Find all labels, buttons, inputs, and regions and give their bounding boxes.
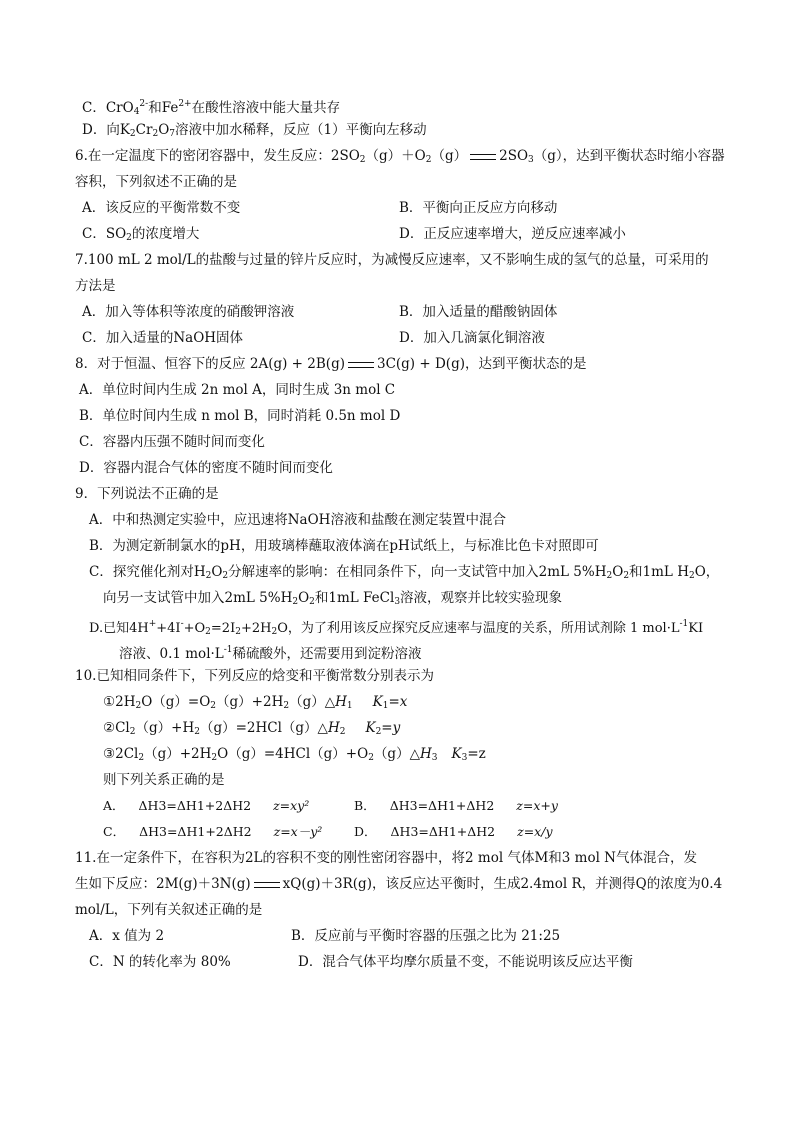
q11-option-d: D．混合气体平均摩尔质量不变，不能说明该反应达平衡: [298, 954, 633, 970]
q10-reaction-3: $③2Cl_2(g)+2H_2O(g)=4HCl(g)+O_2(g)\triangle H_3$ $K_3=z$: [103, 746, 486, 763]
q7-stem-cont: 方法是: [75, 278, 116, 294]
q6-option-a: A．该反应的平衡常数不变: [82, 200, 241, 216]
q9-option-d-cont: 溶液、0.1 $mol\cdot L^{-1}$稀硫酸外，还需要用到淀粉溶液: [119, 645, 422, 662]
q5-option-d: D．向$K_2Cr_2O_7$溶液中加水稀释，反应（1）平衡向左移动: [82, 122, 427, 139]
q10-ask: 则下列关系正确的是: [103, 772, 225, 788]
q9-option-c-cont: 向另一支试管中加入2mL $5\%H_2O_2$和1mL FeCl$_3$溶液，观察并比较实验现象: [103, 590, 563, 607]
q11-stem: 11.在一定条件下，在容积为2L的容积不变的刚性密闭容器中，将2 mol 气体M和3 mol N气体混合，发: [75, 850, 697, 866]
q10-option-a: A． ΔH3=ΔH1+2ΔH2 z=xy²: [103, 798, 310, 813]
q6-option-d: D．正反应速率增大，逆反应速率减小: [399, 226, 626, 242]
q9-stem: 9．下列说法不正确的是: [75, 486, 219, 502]
q11-option-b: B．反应前与平衡时容器的压强之比为 21:25: [291, 928, 561, 944]
q5-option-c: C．CrO$_4^{2-}$和$Fe^{2+}$在酸性溶液中能大量共存: [82, 99, 341, 117]
q10-reaction-2: $②Cl_2(g)+H_2(g)=2HCl(g)\triangle H_2$ $K_2=y$: [103, 720, 401, 737]
q11-stem-cont-2: mol/L，下列有关叙述正确的是: [75, 902, 263, 918]
q10-option-c: C． ΔH3=ΔH1+2ΔH2 z=x－y²: [103, 824, 323, 839]
q6-option-c: C．$SO_2$的浓度增大: [82, 226, 200, 243]
q7-option-c: C．加入适量的NaOH固体: [82, 330, 244, 346]
q11-stem-cont: 生如下反应：2M(g)＋3N(g) xQ(g)＋3R(g)，该反应达平衡时，生成2.4mol R，并测得Q的浓度为0.4: [75, 876, 723, 892]
q8-option-d: D．容器内混合气体的密度不随时间而变化: [79, 460, 333, 476]
equilibrium-arrow-icon: [348, 361, 374, 369]
q9-option-a: A．中和热测定实验中，应迅速将NaOH溶液和盐酸在测定装置中混合: [89, 512, 506, 528]
q9-option-d: D.已知$4H^++4I^-+O_2=2I_2+2H_2O$，为了利用该反应探究反应速率与温度的关系，所用试剂除 1 $mol\cdot L^{-1}KI$: [89, 619, 704, 637]
q8-option-c: C．容器内压强不随时间而变化: [79, 434, 265, 450]
q11-option-a: A．x 值为 2: [89, 928, 165, 944]
q9-option-b: B．为测定新制氯水的pH，用玻璃棒蘸取液体滴在pH试纸上，与标准比色卡对照即可: [89, 538, 599, 554]
q8-stem: 8．对于恒温、恒容下的反应 2A(g) + 2B(g) 3C(g) + D(g)，达到平衡状态的是: [75, 356, 587, 372]
q6-stem-cont: 容积，下列叙述不正确的是: [75, 174, 237, 190]
q8-option-a: A．单位时间内生成 2n mol A，同时生成 3n mol C: [79, 382, 396, 398]
q10-option-b: B． ΔH3=ΔH1+ΔH2 z=x+y: [354, 798, 558, 813]
q10-reaction-1: $①2H_2O(g)=O_2(g)+2H_2(g)\triangle H_1$ $K_1=x$: [103, 694, 408, 711]
q11-option-c: C．N 的转化率为 80%: [89, 954, 231, 970]
equilibrium-arrow-icon: [470, 153, 496, 161]
q8-option-b: B．单位时间内生成 n mol B，同时消耗 0.5n mol D: [79, 408, 401, 424]
equilibrium-arrow-icon: [254, 881, 280, 889]
q7-option-d: D．加入几滴氯化铜溶液: [399, 330, 545, 346]
q6-stem: 6.在一定温度下的密闭容器中，发生反应：$2SO_2(g)+O_2(g)$ $2SO_3(g)$，达到平衡状态时缩小容器: [75, 148, 725, 165]
q10-stem: 10.已知相同条件下，下列反应的焓变和平衡常数分别表示为: [75, 668, 434, 684]
q7-stem: 7.100 mL 2 mol/L的盐酸与过量的锌片反应时，为减慢反应速率，又不影响生成的氢气的总量，可采用的: [75, 252, 709, 268]
q6-option-b: B．平衡向正反应方向移动: [399, 200, 558, 216]
q10-option-d: D． ΔH3=ΔH1+ΔH2 z=x/y: [354, 824, 553, 839]
q7-option-a: A．加入等体积等浓度的硝酸钾溶液: [82, 304, 295, 320]
q7-option-b: B．加入适量的醋酸钠固体: [399, 304, 558, 320]
q9-option-c: C．探究催化剂对$H_2O_2$分解速率的影响：在相同条件下，向一支试管中加入2mL $5\%H_2O_2$和1mL $H_2O$，: [89, 564, 720, 581]
